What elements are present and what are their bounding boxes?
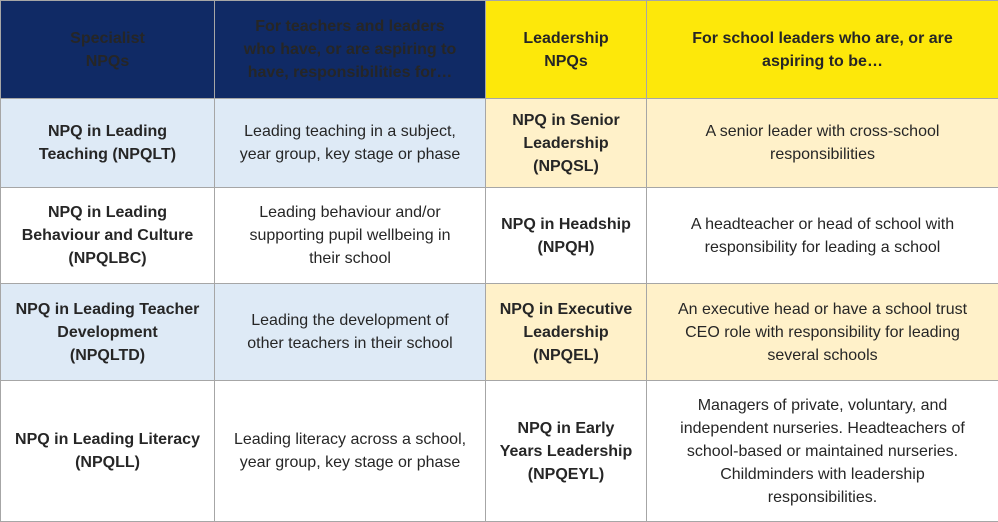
leadership-npq-cell: NPQ in Headship (NPQH) — [486, 188, 647, 284]
leadership-description-cell: An executive head or have a school trust CEO role with responsibility for leading several schools — [647, 284, 998, 381]
header-specialist-npqs: Specialist NPQs — [1, 1, 215, 99]
specialist-description-cell: Leading teaching in a subject, year group, key stage or phase — [215, 99, 486, 188]
leadership-description-cell: A headteacher or head of school with responsibility for leading a school — [647, 188, 998, 284]
header-leadership-description: For school leaders who are, or are aspiring to be… — [647, 1, 998, 99]
table-row — [1, 188, 998, 284]
specialist-npq-cell: NPQ in Leading Literacy (NPQLL) — [1, 381, 215, 522]
specialist-description-cell: Leading the development of other teachers in their school — [215, 284, 486, 381]
leadership-description-cell: Managers of private, voluntary, and independent nurseries. Headteachers of school-based or maintained nurseries. Childminders with leadership responsibilities. — [647, 381, 998, 522]
table-row — [1, 99, 998, 188]
specialist-npq-cell: NPQ in Leading Behaviour and Culture (NPQLBC) — [1, 188, 215, 284]
leadership-npq-cell: NPQ in Early Years Leadership (NPQEYL) — [486, 381, 647, 522]
leadership-npq-cell: NPQ in Executive Leadership (NPQEL) — [486, 284, 647, 381]
specialist-description-cell: Leading behaviour and/or supporting pupil wellbeing in their school — [215, 188, 486, 284]
specialist-npq-cell: NPQ in Leading Teacher Development (NPQLTD) — [1, 284, 215, 381]
specialist-npq-cell: NPQ in Leading Teaching (NPQLT) — [1, 99, 215, 188]
header-specialist-description: For teachers and leaders who have, or are aspiring to have, responsibilities for… — [215, 1, 486, 99]
specialist-description-cell: Leading literacy across a school, year group, key stage or phase — [215, 381, 486, 522]
table-row — [1, 381, 998, 522]
leadership-description-cell: A senior leader with cross-school responsibilities — [647, 99, 998, 188]
leadership-npq-cell: NPQ in Senior Leadership (NPQSL) — [486, 99, 647, 188]
table-row — [1, 284, 998, 381]
table-header-row — [1, 1, 998, 99]
header-leadership-npqs: Leadership NPQs — [486, 1, 647, 99]
